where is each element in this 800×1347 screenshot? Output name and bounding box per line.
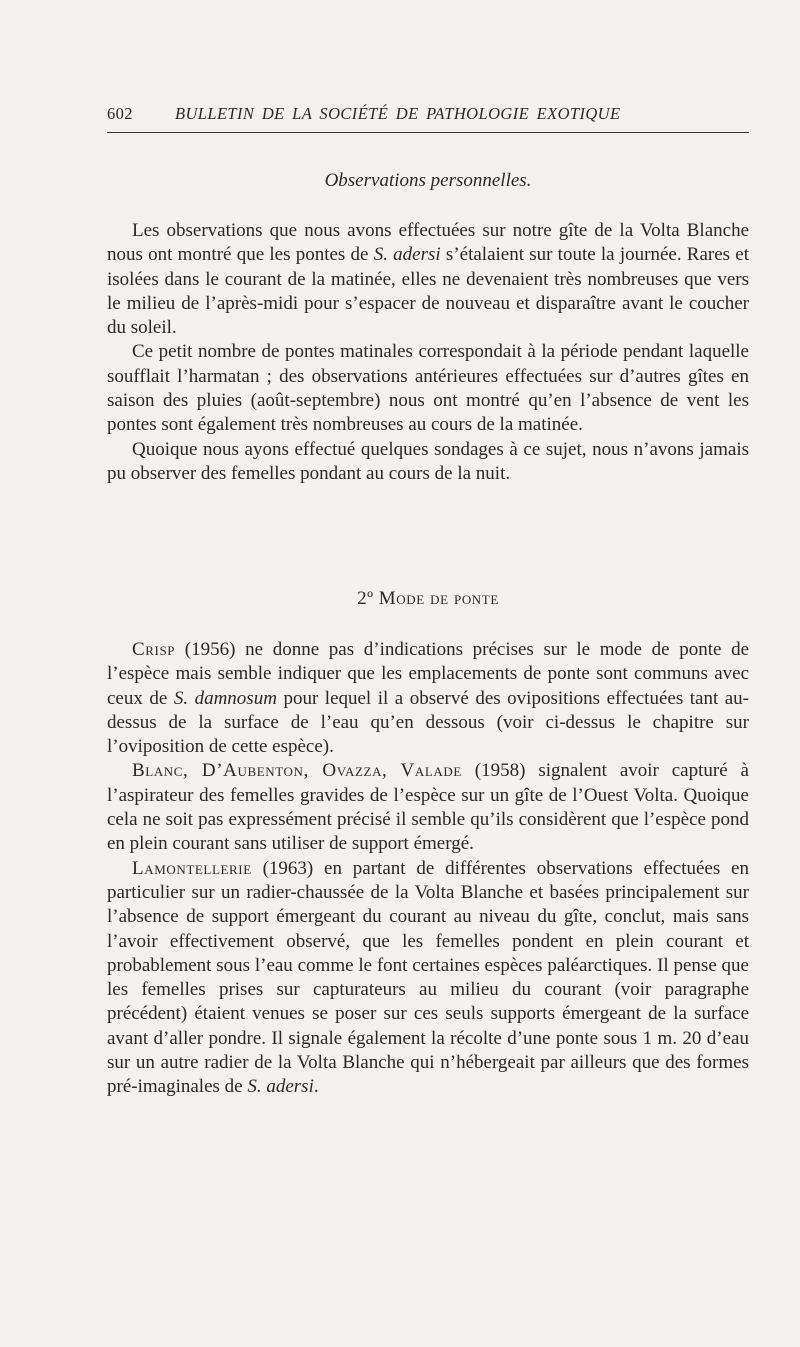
author-names: Blanc, D’Aubenton, Ovazza, Valade xyxy=(132,760,462,782)
paragraph: Crisp (1956) ne donne pas d’indications précises sur le mode de ponte de l’espèce mais semble indiquer que les emplacements de ponte sont communs avec ceux de S. damnosum pour lequel il a observé des ovipositions effectuées tant au-dessus de la surface de l’eau qu’en dessous (voir ci-dessus le chapitre sur l’oviposition de cette espèce). xyxy=(107,639,749,758)
species-name: S. damnosum xyxy=(173,687,277,709)
header-rule xyxy=(107,132,749,133)
section-number: 2º xyxy=(357,588,374,609)
paragraph: Lamontellerie (1963) en partant de différentes observations effectuées en particulier sur un radier-chaussée de la Volta Blanche et basées principalement sur l’absence de support émergeant du courant au niveau du gîte, conclut, mais sans l’avoir effectivement observé, que les femelles pondent en plein courant et probablement sous l’eau comme le font certaines espèces paléarctiques. Il pense que les femelles prises sur capturateurs au milieu du courant (voir paragraphe précédent) étaient venues se poser sur ces seuls supports émergeant de la surface avant d’aller pondre. Il signale également la récolte d’une ponte sous 1 m. 20 d’eau sur un autre radier de la Volta Blanche qui n’hébergeait par ailleurs que des formes pré-imaginales de S. adersi. xyxy=(107,857,749,1098)
paragraph: Les observations que nous avons effectuées sur notre gîte de la Volta Blanche nous ont montré que les pontes de S. adersi s’étalaient sur toute la journée. Rares et isolées dans le courant de la matinée, elles ne devenaient très nombreuses que vers le milieu de l’après-midi pour s’espacer de nouveau et disparaître avant le coucher du soleil. xyxy=(107,220,750,339)
author-name: Crisp xyxy=(132,639,176,660)
running-header xyxy=(107,104,749,128)
page-number: 602 xyxy=(107,104,133,123)
section-title-observations: Observations personnelles. xyxy=(324,170,532,191)
paragraph: Blanc, D’Aubenton, Ovazza, Valade (1958) signalent avoir capturé à l’aspirateur des femelles gravides de l’espèce sur un gîte de l’Ouest Volta. Quoique cela ne soit pas expressément précisé il semble qu’ils considèrent que l’espèce pond en plein courant sans utiliser de support émergé. xyxy=(107,760,749,855)
paragraph: Quoique nous ayons effectué quelques sondages à ce sujet, nous n’avons jamais pu observer des femelles pondant au cours de la nuit. xyxy=(107,438,749,484)
species-name: S. adersi xyxy=(373,244,441,266)
section-title: Mode de ponte xyxy=(378,588,499,609)
author-name: Lamontellerie xyxy=(132,857,252,879)
journal-title: BULLETIN DE LA SOCIÉTÉ DE PATHOLOGIE EXOTIQUE xyxy=(175,104,621,123)
section-heading-mode-de-ponte xyxy=(107,588,749,610)
mode-de-ponte-body xyxy=(107,638,749,1100)
species-name: S. adersi xyxy=(247,1076,314,1098)
paragraph: Ce petit nombre de pontes matinales correspondait à la période pendant laquelle soufflait l’harmatan ; des observations antérieures effectuées sur d’autres gîtes en saison des pluies (août-septembre) nous ont montré qu’en l’absence de vent les pontes sont également très nombreuses au cours de la matinée. xyxy=(107,341,749,436)
observations-body xyxy=(107,219,749,486)
